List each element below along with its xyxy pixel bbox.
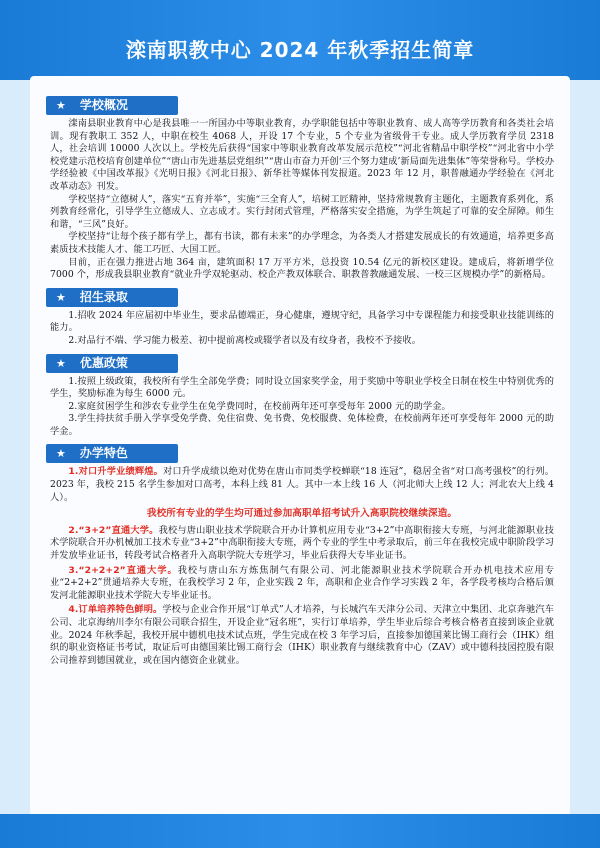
- section-heading-policy: [46, 354, 178, 373]
- overview-paragraph: 学校坚持“立德树人”，落实“五育并举”，实施“三全育人”，培树工匠精神，坚持常规教育主题化，主题教育系列化，系列教育经常化，引导学生立德成人、立志成才。实行封闭式管理，严格落实安全措施，为学生筑起了可靠的安全屏障。师生和谐，“三风”良好。: [50, 193, 554, 230]
- section-heading-overview: [46, 96, 178, 115]
- document-body: [50, 90, 554, 667]
- feature-highlight: 我校所有专业的学生均可通过参加高职单招考试升入高职院校继续深造。: [146, 508, 458, 520]
- feature-text: 我校与唐山职业技术学院联合开办计算机应用专业“3+2”中高职衔接大专班，与河北能源职业技术学院联合开办机械加工技术专业“3+2”中高职衔接大专班，两个专业的学生中考录取后，前三年在我校完成中职阶段学习并发放毕业证书，转段考试合格者升入高职学院大专班学习，毕业后获得大专毕业证书。: [50, 524, 554, 562]
- feature-lead: 3.“2+2+2”直通大学。: [68, 564, 178, 576]
- feature-text: 对口升学成绩以绝对优势在唐山市同类学校蝉联“18 连冠”，稳居全省“对口高考强校”的行列。2023 年，我校 215 名学生参加对口高考，本科上线 81 人。其中一本上线 16 人（河北师大上线 12 人；河北农大上线 4 人）。: [50, 466, 554, 503]
- overview-paragraph: 目前，正在强力推进占地 364 亩，建筑面积 17 万平方米，总投资 10.54 亿元的新校区建设。建成后，将新增学位 7000 个，形成我县职业教育“就业升学双轮驱动、校企产教双体联合、职教普教融通发展、一校三区规模办学”的新格局。: [50, 256, 554, 281]
- section-heading-label: 办学特色: [79, 446, 128, 461]
- star-icon: ★: [56, 356, 66, 370]
- feature-text: 我校与唐山东方炼焦制气有限公司、河北能源职业技术学院联合开办机电技术应用专业“2+2+2”贯通培养大专班，在我校学习 2 年，企业实践 2 年，高职和企业合作学习实践 2 年，各学段考核均合格后颁发河北能源职业技术学院大专毕业证书。: [50, 564, 555, 601]
- policy-paragraph: 2.家庭贫困学生和涉农专业学生在免学费同时，在校前两年还可享受每年 2000 元的助学金。: [68, 400, 451, 412]
- feature-lead: 2.“3+2”直通大学。: [68, 524, 159, 536]
- admission-paragraph: 2.对品行不端、学习能力极差、初中提前离校或辍学者以及有纹身者，我校不予接收。: [68, 334, 421, 346]
- section-heading-admission: [46, 288, 178, 307]
- overview-paragraph: 滦南县职业教育中心是我县唯一一所国办中等职业教育，办学职能包括中等职业教育、成人高等学历教育和各类社会培训。现有教职工 352 人，中职在校生 4068 人，开设 17 个专业，5 个专业为省级骨干专业。成人学历教育学员 2318 人，社会培训 10000 人次以上。学校先后获得“国家中等职业教育改革发展示范校”“河北省精品中职学校”“河北省中小学校党建示范校培育创建单位”“唐山市先进基层党组织”“唐山市奋力开创‘三个努力建成’新局面先进集体”等荣誉称号。学校办学经验被《中国改革报》《光明日报》《河北日报》、新华社等媒体刊发报道。2023 年 12 月，职普融通办学经验在《河北改革动态》刊发。: [50, 118, 554, 192]
- section-heading-label: 学校概况: [79, 98, 128, 112]
- feature-item: [50, 525, 554, 563]
- policy-paragraph: 3.学生持扶贫手册入学享受免学费、免住宿费、免书费、免校服费、免体检费，在校前两年还可享受每年 2000 元的助学金。: [50, 413, 554, 437]
- section-heading-label: 招生录取: [79, 289, 128, 304]
- section-heading-features: [46, 444, 178, 463]
- feature-lead: 1.对口升学业绩辉煌。: [68, 466, 164, 478]
- feature-text: 学校与企业合作开展“订单式”人才培养，与长城汽车天津分公司、天津立中集团、北京奔驰汽车公司、北京海纳川李尔有限公司联合招生，开设企业“冠名班”，实行订单培养，学生毕业后综合考核合格者直接到该企业就业。2024 年秋季起，我校开展中德机电技术试点班，学生完成在校 3 年学习后，直接参加德国莱比锡工商行会（IHK）组织的职业资格证书考试，取证后可由德国莱比锡工商行会（IHK）职业教育与继续教育中心（ZAV）或中德科技园控股有限公司推荐到德国就业，或在国内德资企业就业。: [50, 604, 554, 666]
- admission-paragraph: 1.招收 2024 年应届初中毕业生，要求品德端正，身心健康，遵规守纪，具备学习中专课程能力和接受职业技能训练的能力。: [50, 309, 554, 334]
- star-icon: ★: [56, 99, 66, 112]
- footer-band: [0, 814, 600, 848]
- overview-paragraph: 学校坚持“让每个孩子都有学上，都有书读，都有未来”的办学理念，为各类人才搭建发展成长的有效通道，培养更多高素质技术技能人才、能工巧匠、大国工匠。: [50, 231, 554, 255]
- section-heading-label: 优惠政策: [79, 355, 128, 370]
- feature-lead: 4.订单培养特色鲜明。: [68, 604, 163, 616]
- star-icon: ★: [56, 290, 66, 304]
- star-icon: ★: [56, 447, 66, 461]
- page-title: 滦南职教中心 2024 年秋季招生简章: [125, 38, 475, 62]
- feature-item: [50, 565, 554, 603]
- feature-item: [50, 466, 554, 504]
- policy-paragraph: 1.按照上级政策，我校所有学生全部免学费；同时设立国家奖学金，用于奖励中等职业学校全日制在校生中特别优秀的学生，奖励标准为每生 6000 元。: [50, 375, 554, 400]
- feature-item: [50, 604, 554, 667]
